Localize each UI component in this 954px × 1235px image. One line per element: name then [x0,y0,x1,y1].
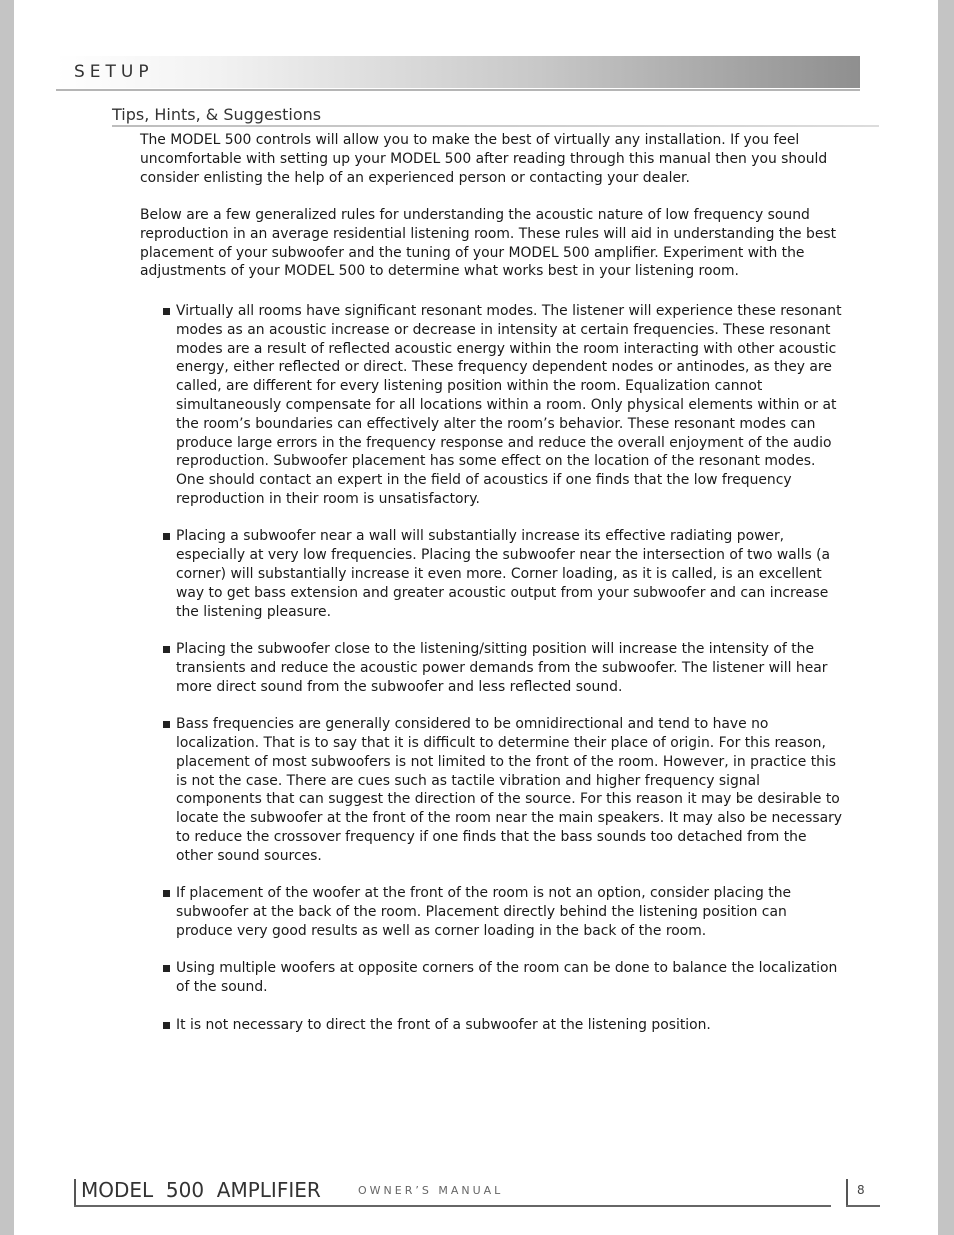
intro-paragraph: The MODEL 500 controls will allow you to make the best of virtually any installation. If you feel uncomfortable with setting up your MODEL 500 after reading through this manual then you should consider enlisting the help of an experienced person or contacting your dealer. [140,132,828,186]
list-item-text: Bass frequencies are generally considered to be omnidirectional and tend to have no localization. That is to say that it is difficult to determine their place of origin. For this reason, placement of most subwoofers is not limited to the front of the room. However, in practice this is not the case. There are cues such as tactile vibration and higher frequency signal components that can suggest the direction of the source. For this reason it may be desirable to locate the subwoofer at the front of the room near the main speakers. It may also be necessary to reduce the crossover frequency if one finds that the bass sounds too detached from the other sound sources. [176,716,843,864]
footer-model-name: MODEL 500 AMPLIFIER [81,1178,321,1202]
footer-rule [74,1205,831,1207]
bullet-square-icon [163,308,170,315]
list-item-text: Using multiple woofers at opposite corners of the room can be done to balance the localization of the sound. [176,960,838,996]
footer-page-bracket [846,1179,848,1207]
footer-page-rule [846,1205,880,1207]
list-item [162,715,842,865]
section-header-bar [56,56,860,88]
list-item [162,302,842,509]
bullet-square-icon [163,890,170,897]
list-item-text: If placement of the woofer at the front of the room is not an option, consider placing the subwoofer at the back of the room. Placement directly behind the listening position can produce very good results as well as corner loading in the back of the room. [176,885,792,939]
bullet-square-icon [163,533,170,540]
subheading-rule [112,125,879,127]
subheading: Tips, Hints, & Suggestions [112,105,322,124]
list-item [162,527,842,621]
list-item [162,1016,842,1035]
list-item-text: Virtually all rooms have significant resonant modes. The listener will experience these resonant modes as an acoustic increase or decrease in intensity at certain frequencies. These resonant modes are a result of reflected acoustic energy within the room interacting with other acoustic energy, either reflected or direct. These frequency dependent nodes or antinodes, as they are called, are different for every listening position within the room. Equalization cannot simultaneously compensate for all locations within a room. Only physical elements within or at the room’s boundaries can effectively alter the room’s behavior. These resonant modes can produce large errors in the frequency response and reduce the overall enjoyment of the audio reproduction. Subwoofer placement has some effect on the location of the resonant modes. One should contact an expert in the field of acoustics if one finds that the low frequency reproduction in their room is unsatisfactory. [176,303,842,507]
list-item [162,884,842,940]
bullet-square-icon [163,1022,170,1029]
bullet-square-icon [163,965,170,972]
footer-left-bracket [74,1179,76,1207]
rules-paragraph: Below are a few generalized rules for understanding the acoustic nature of low frequency sound reproduction in an average residential listening room. These rules will aid in understanding the best placement of your subwoofer and the tuning of your MODEL 500 amplifier. Experiment with the adjustments of your MODEL 500 to determine what works best in your listening room. [140,207,837,280]
footer-manual-label: OWNER’S MANUAL [358,1184,504,1197]
list-item [162,640,842,696]
list-item [162,959,842,997]
bullet-square-icon [163,721,170,728]
list-item-text: Placing the subwoofer close to the listening/sitting position will increase the intensity of the transients and reduce the acoustic power demands from the subwoofer. The listener will hear more direct sound from the subwoofer and less reflected sound. [176,641,828,695]
tips-list [162,302,842,1053]
page-number: 8 [857,1183,865,1197]
section-title: SETUP [74,62,154,82]
section-header-rule [56,89,860,91]
left-margin-strip [0,0,14,1235]
bullet-square-icon [163,646,170,653]
list-item-text: Placing a subwoofer near a wall will substantially increase its effective radiating power, especially at very low frequencies. Placing the subwoofer near the intersection of two walls (a corner) will substantially increase it even more. Corner loading, as it is called, is an excellent way to get bass extension and greater acoustic output from your subwoofer and can increase the listening pleasure. [176,528,831,620]
right-margin-strip [938,0,954,1235]
list-item-text: It is not necessary to direct the front of a subwoofer at the listening position. [176,1016,711,1033]
